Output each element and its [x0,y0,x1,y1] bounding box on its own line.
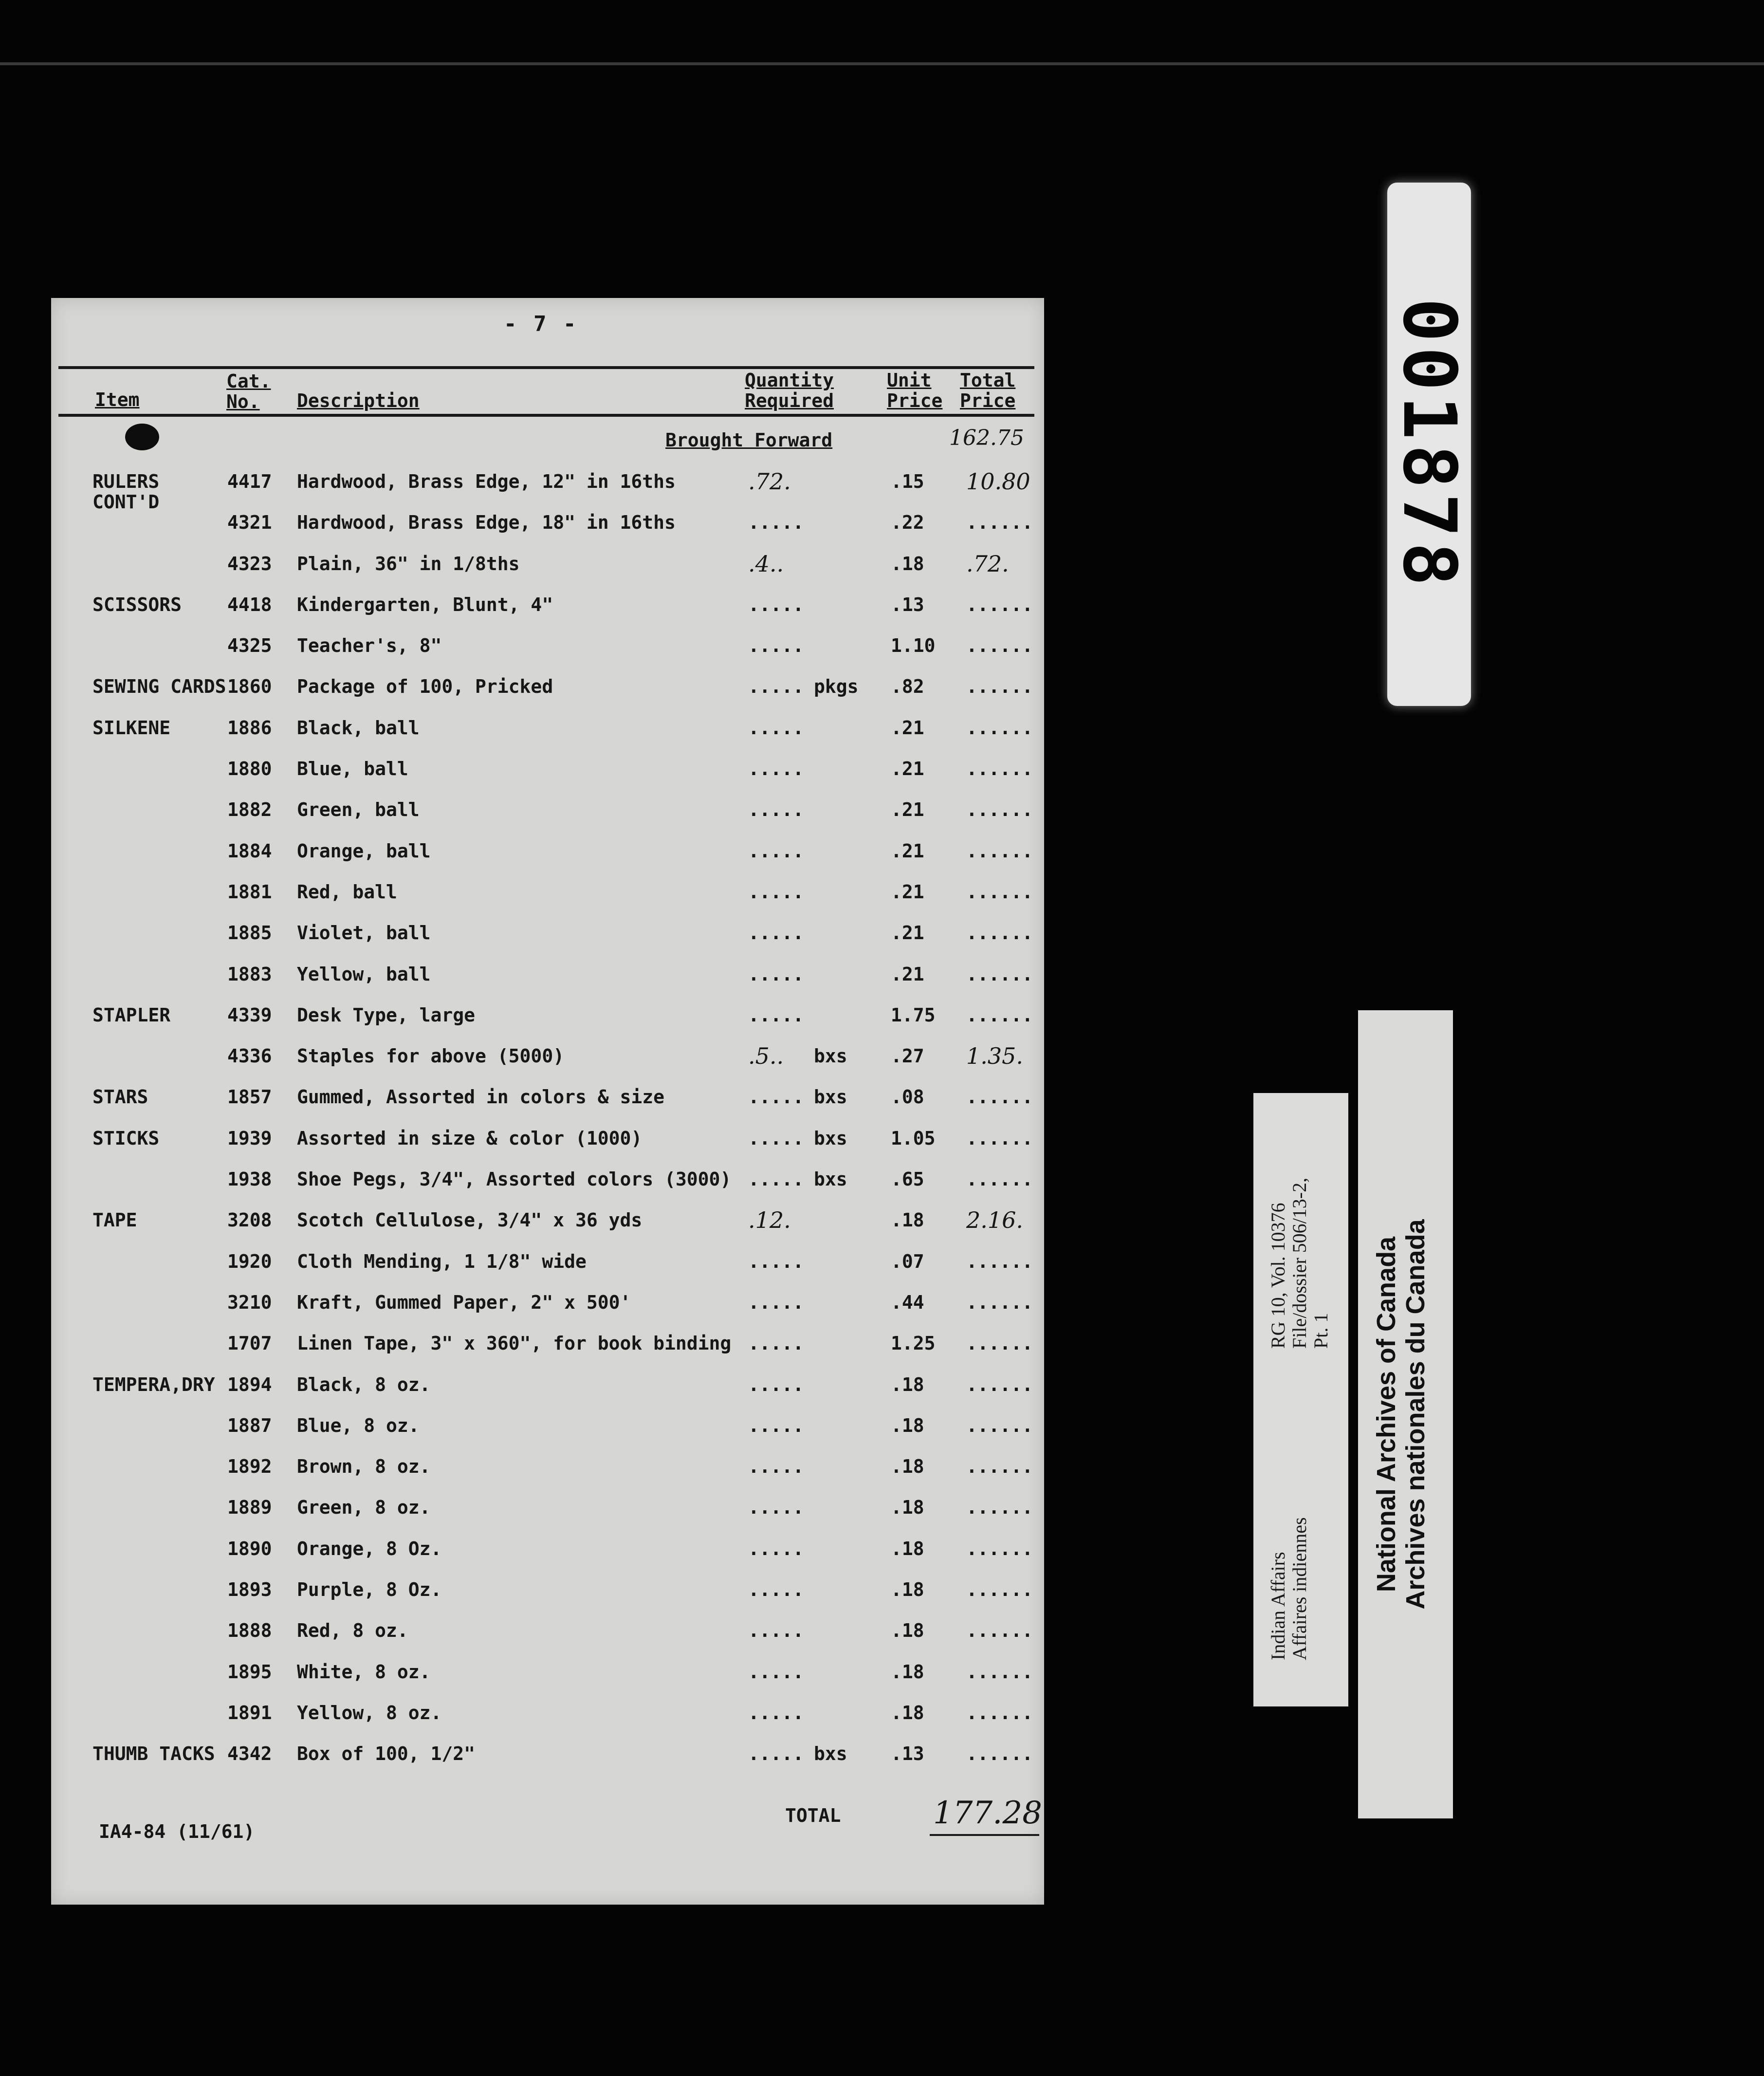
quantity-required: ..... [748,1168,804,1190]
unit-price: .82 [891,676,924,698]
item-description: Yellow, ball [297,963,431,985]
item-description: Kindergarten, Blunt, 4" [297,593,553,615]
item-description: Orange, 8 Oz. [297,1538,442,1559]
table-row [51,1661,1044,1702]
header-quantity: Quantity Required [745,370,834,411]
item-description: Hardwood, Brass Edge, 18" in 16ths [297,512,676,534]
total-price: ...... [966,635,1033,657]
quantity-required: ..... [748,963,804,985]
punch-hole [125,424,159,450]
item-description: Package of 100, Pricked [297,676,553,698]
item-description: Brown, 8 oz. [297,1456,431,1478]
item-description: Assorted in size & color (1000) [297,1127,643,1149]
quantity-required: ..... [748,1250,804,1272]
quantity-required: ..... [748,881,804,903]
film-edge-line [0,62,1764,65]
item-category: STICKS [92,1127,160,1149]
unit-price: .18 [891,1209,924,1231]
table-row [51,840,1044,881]
label-part: Pt. 1 [1309,1313,1332,1349]
catalog-number: 4336 [227,1045,272,1067]
table-row [51,1086,1044,1127]
quantity-required: ..... [748,758,804,780]
quantity-required: ..... [748,1538,804,1559]
item-description: Linen Tape, 3" x 360", for book binding [297,1333,732,1354]
item-description: Black, ball [297,717,420,739]
total-price: ...... [966,1414,1033,1436]
quantity-required: ..... [748,840,804,862]
total-price: ...... [966,1579,1033,1601]
item-category: TAPE [92,1209,137,1231]
item-description: Red, 8 oz. [297,1620,408,1642]
item-category: TEMPERA,DRY [92,1373,215,1395]
table-row [51,1743,1044,1784]
catalog-number: 1920 [227,1250,272,1272]
unit-price: .65 [891,1168,924,1190]
quantity-required: ..... [748,635,804,657]
quantity-required: ..... [748,922,804,944]
catalog-number: 1891 [227,1702,272,1724]
catalog-number: 1938 [227,1168,272,1190]
table-row [51,512,1044,553]
catalog-number: 1889 [227,1497,272,1519]
item-description: Red, ball [297,881,397,903]
total-price: ...... [966,758,1033,780]
total-price: ...... [966,1620,1033,1642]
total-price: ...... [966,1538,1033,1559]
item-description: Scotch Cellulose, 3/4" x 36 yds [297,1209,643,1231]
total-price: ...... [966,1373,1033,1395]
frame-number-stamp [1387,183,1471,706]
unit-price: 1.25 [891,1333,936,1354]
unit-price: .21 [891,840,924,862]
table-row [51,1209,1044,1250]
item-description: Kraft, Gummed Paper, 2" x 500' [297,1291,631,1313]
quantity-required: ..... [748,717,804,739]
unit-price: .18 [891,1579,924,1601]
quantity-required: ..... [748,799,804,821]
total-price: ...... [966,1086,1033,1108]
form-identifier: IA4-84 (11/61) [99,1821,255,1842]
item-description: Gummed, Assorted in colors & size [297,1086,664,1108]
item-description: Yellow, 8 oz. [297,1702,442,1724]
total-price: ...... [966,1456,1033,1478]
catalog-number: 1890 [227,1538,272,1559]
unit-price: .18 [891,553,924,575]
item-description: Black, 8 oz. [297,1373,431,1395]
item-category: RULERS [92,471,160,492]
table-row [51,676,1044,717]
table-row [51,1168,1044,1209]
catalog-number: 1893 [227,1579,272,1601]
item-category-cont: CONT'D [92,491,160,513]
item-description: Box of 100, 1/2" [297,1743,476,1765]
item-description: Cloth Mending, 1 1/8" wide [297,1250,587,1272]
label-file: File/dossier 506/13-2, [1288,1177,1310,1349]
item-description: Blue, ball [297,758,408,780]
page-number: - 7 - [504,312,578,336]
unit-price: .18 [891,1456,924,1478]
item-category: SEWING CARDS [92,676,226,698]
item-description: Staples for above (5000) [297,1045,565,1067]
header-description: Description [297,390,420,411]
quantity-required: ..... [748,1661,804,1683]
unit-price: .27 [891,1045,924,1067]
total-price: ...... [966,1497,1033,1519]
unit-price: .18 [891,1661,924,1683]
catalog-number: 1881 [227,881,272,903]
unit-price: .15 [891,471,924,492]
quantity-required: ..... [748,1373,804,1395]
quantity-required: .4.. [748,550,784,577]
catalog-number: 4417 [227,471,272,492]
quantity-required: ..... [748,1414,804,1436]
item-description: Purple, 8 Oz. [297,1579,442,1601]
quantity-required: .5.. [748,1043,784,1070]
catalog-number: 1886 [227,717,272,739]
quantity-required: .72. [748,468,791,495]
item-category: STAPLER [92,1004,171,1026]
header-cat-no: Cat. No. [226,371,271,412]
total-price: ...... [966,1333,1033,1354]
header-unit-price: Unit Price [887,370,943,411]
item-description: Desk Type, large [297,1004,476,1026]
unit-price: 1.75 [891,1004,936,1026]
quantity-required: ..... [748,1291,804,1313]
unit-price: .18 [891,1373,924,1395]
brought-forward-label: Brought Forward [665,429,833,451]
requisition-page [51,298,1044,1905]
quantity-required: ..... [748,1497,804,1519]
table-row [51,1620,1044,1661]
quantity-required: ..... [748,1579,804,1601]
archive-name-fr: Archives nationales du Canada [1400,1219,1430,1610]
table-row [51,1251,1044,1292]
total-price: ...... [966,676,1033,698]
catalog-number: 1888 [227,1620,272,1642]
archive-reference-label [1253,1093,1348,1706]
catalog-number: 1882 [227,799,272,821]
unit-price: .13 [891,1743,924,1765]
catalog-number: 4418 [227,593,272,615]
catalog-number: 1885 [227,922,272,944]
unit-price: .21 [891,799,924,821]
header-rule-bottom [58,414,1034,417]
total-price: ...... [966,1168,1033,1190]
table-row [51,922,1044,963]
unit-price: .21 [891,963,924,985]
table-row [51,550,1044,594]
total-underline [930,1834,1039,1836]
table-row [51,468,1044,513]
quantity-required: ..... [748,1456,804,1478]
label-dept-fr: Affaires indiennes [1288,1517,1310,1660]
total-value: 177.28 [933,1795,1042,1831]
brought-forward-value: 162.75 [949,426,1024,450]
table-row [51,1128,1044,1168]
table-row [51,799,1044,840]
unit-price: .07 [891,1250,924,1272]
table-row [51,1538,1044,1579]
item-category: STARS [92,1086,148,1108]
item-description: Green, ball [297,799,420,821]
table-row [51,1374,1044,1415]
header-item: Item [95,389,140,410]
catalog-number: 1707 [227,1333,272,1354]
total-price: .72. [966,550,1009,577]
table-row [51,717,1044,758]
catalog-number: 1884 [227,840,272,862]
unit-price: .44 [891,1291,924,1313]
catalog-number: 1939 [227,1127,272,1149]
catalog-number: 1857 [227,1086,272,1108]
unit-price: .22 [891,512,924,534]
quantity-unit: bxs [814,1086,847,1108]
catalog-number: 4323 [227,553,272,575]
unit-price: 1.10 [891,635,936,657]
unit-price: .18 [891,1702,924,1724]
quantity-required: ..... [748,1702,804,1724]
table-row [51,1415,1044,1456]
table-row [51,1292,1044,1333]
total-price: ...... [966,593,1033,615]
catalog-number: 1894 [227,1373,272,1395]
unit-price: .21 [891,922,924,944]
table-row [51,758,1044,799]
unit-price: .18 [891,1620,924,1642]
total-price: ...... [966,512,1033,534]
total-price: ...... [966,840,1033,862]
item-description: Shoe Pegs, 3/4", Assorted colors (3000) [297,1168,732,1190]
item-category: THUMB TACKS [92,1743,215,1765]
quantity-unit: bxs [814,1045,847,1067]
catalog-number: 1887 [227,1414,272,1436]
item-description: Blue, 8 oz. [297,1414,420,1436]
total-price: ...... [966,1004,1033,1026]
total-price: ...... [966,922,1033,944]
catalog-number: 1880 [227,758,272,780]
table-row [51,1456,1044,1497]
frame-number: 001878 [1387,297,1471,591]
unit-price: .18 [891,1538,924,1559]
unit-price: .21 [891,758,924,780]
catalog-number: 4325 [227,635,272,657]
item-description: Violet, ball [297,922,431,944]
table-row [51,964,1044,1004]
total-price: ...... [966,799,1033,821]
total-price: ...... [966,1661,1033,1683]
unit-price: .08 [891,1086,924,1108]
total-price: ...... [966,881,1033,903]
table-row [51,1004,1044,1045]
quantity-required: ..... [748,593,804,615]
unit-price: .13 [891,593,924,615]
total-price: ...... [966,1291,1033,1313]
header-rule-top [58,366,1034,369]
quantity-unit: bxs [814,1168,847,1190]
catalog-number: 4339 [227,1004,272,1026]
table-row [51,594,1044,635]
item-category: SCISSORS [92,593,182,615]
catalog-number: 1892 [227,1456,272,1478]
table-row [51,1579,1044,1620]
item-description: Plain, 36" in 1/8ths [297,553,520,575]
unit-price: 1.05 [891,1127,936,1149]
item-category: SILKENE [92,717,171,739]
table-row [51,881,1044,922]
quantity-required: ..... [748,512,804,534]
quantity-required: ..... [748,676,804,698]
quantity-required: ..... [748,1620,804,1642]
catalog-number: 3208 [227,1209,272,1231]
unit-price: .18 [891,1414,924,1436]
unit-price: .18 [891,1497,924,1519]
table-row [51,1333,1044,1373]
label-rg-volume: RG 10, Vol. 10376 [1267,1203,1289,1349]
item-description: Orange, ball [297,840,431,862]
header-total-price: Total Price [960,370,1016,411]
unit-price: .21 [891,717,924,739]
item-description: Teacher's, 8" [297,635,442,657]
archive-name-label [1358,1010,1453,1818]
table-row [51,1497,1044,1538]
quantity-required: ..... [748,1333,804,1354]
catalog-number: 4342 [227,1743,272,1765]
item-table [51,468,1044,1784]
archive-name-en: National Archives of Canada [1371,1236,1401,1593]
quantity-unit: pkgs [814,676,859,698]
total-price: ...... [966,717,1033,739]
catalog-number: 4321 [227,512,272,534]
table-row [51,635,1044,676]
catalog-number: 1895 [227,1661,272,1683]
item-description: Hardwood, Brass Edge, 12" in 16ths [297,471,676,492]
total-price: 1.35. [966,1043,1024,1070]
quantity-required: ..... [748,1743,804,1765]
total-price: ...... [966,1250,1033,1272]
item-description: White, 8 oz. [297,1661,431,1683]
catalog-number: 3210 [227,1291,272,1313]
table-row [51,1702,1044,1743]
total-price: ...... [966,1127,1033,1149]
total-price: 2.16. [966,1207,1024,1234]
catalog-number: 1883 [227,963,272,985]
total-label: TOTAL [785,1805,841,1826]
unit-price: .21 [891,881,924,903]
total-price: ...... [966,1702,1033,1724]
label-dept-en: Indian Affairs [1267,1552,1289,1660]
quantity-unit: bxs [814,1127,847,1149]
quantity-required: ..... [748,1086,804,1108]
total-price: 10.80 [966,468,1030,495]
item-description: Green, 8 oz. [297,1497,431,1519]
catalog-number: 1860 [227,676,272,698]
total-price: ...... [966,1743,1033,1765]
total-price: ...... [966,963,1033,985]
quantity-required: ..... [748,1004,804,1026]
quantity-required: ..... [748,1127,804,1149]
quantity-unit: bxs [814,1743,847,1765]
table-row [51,1045,1044,1086]
quantity-required: .12. [748,1207,791,1234]
